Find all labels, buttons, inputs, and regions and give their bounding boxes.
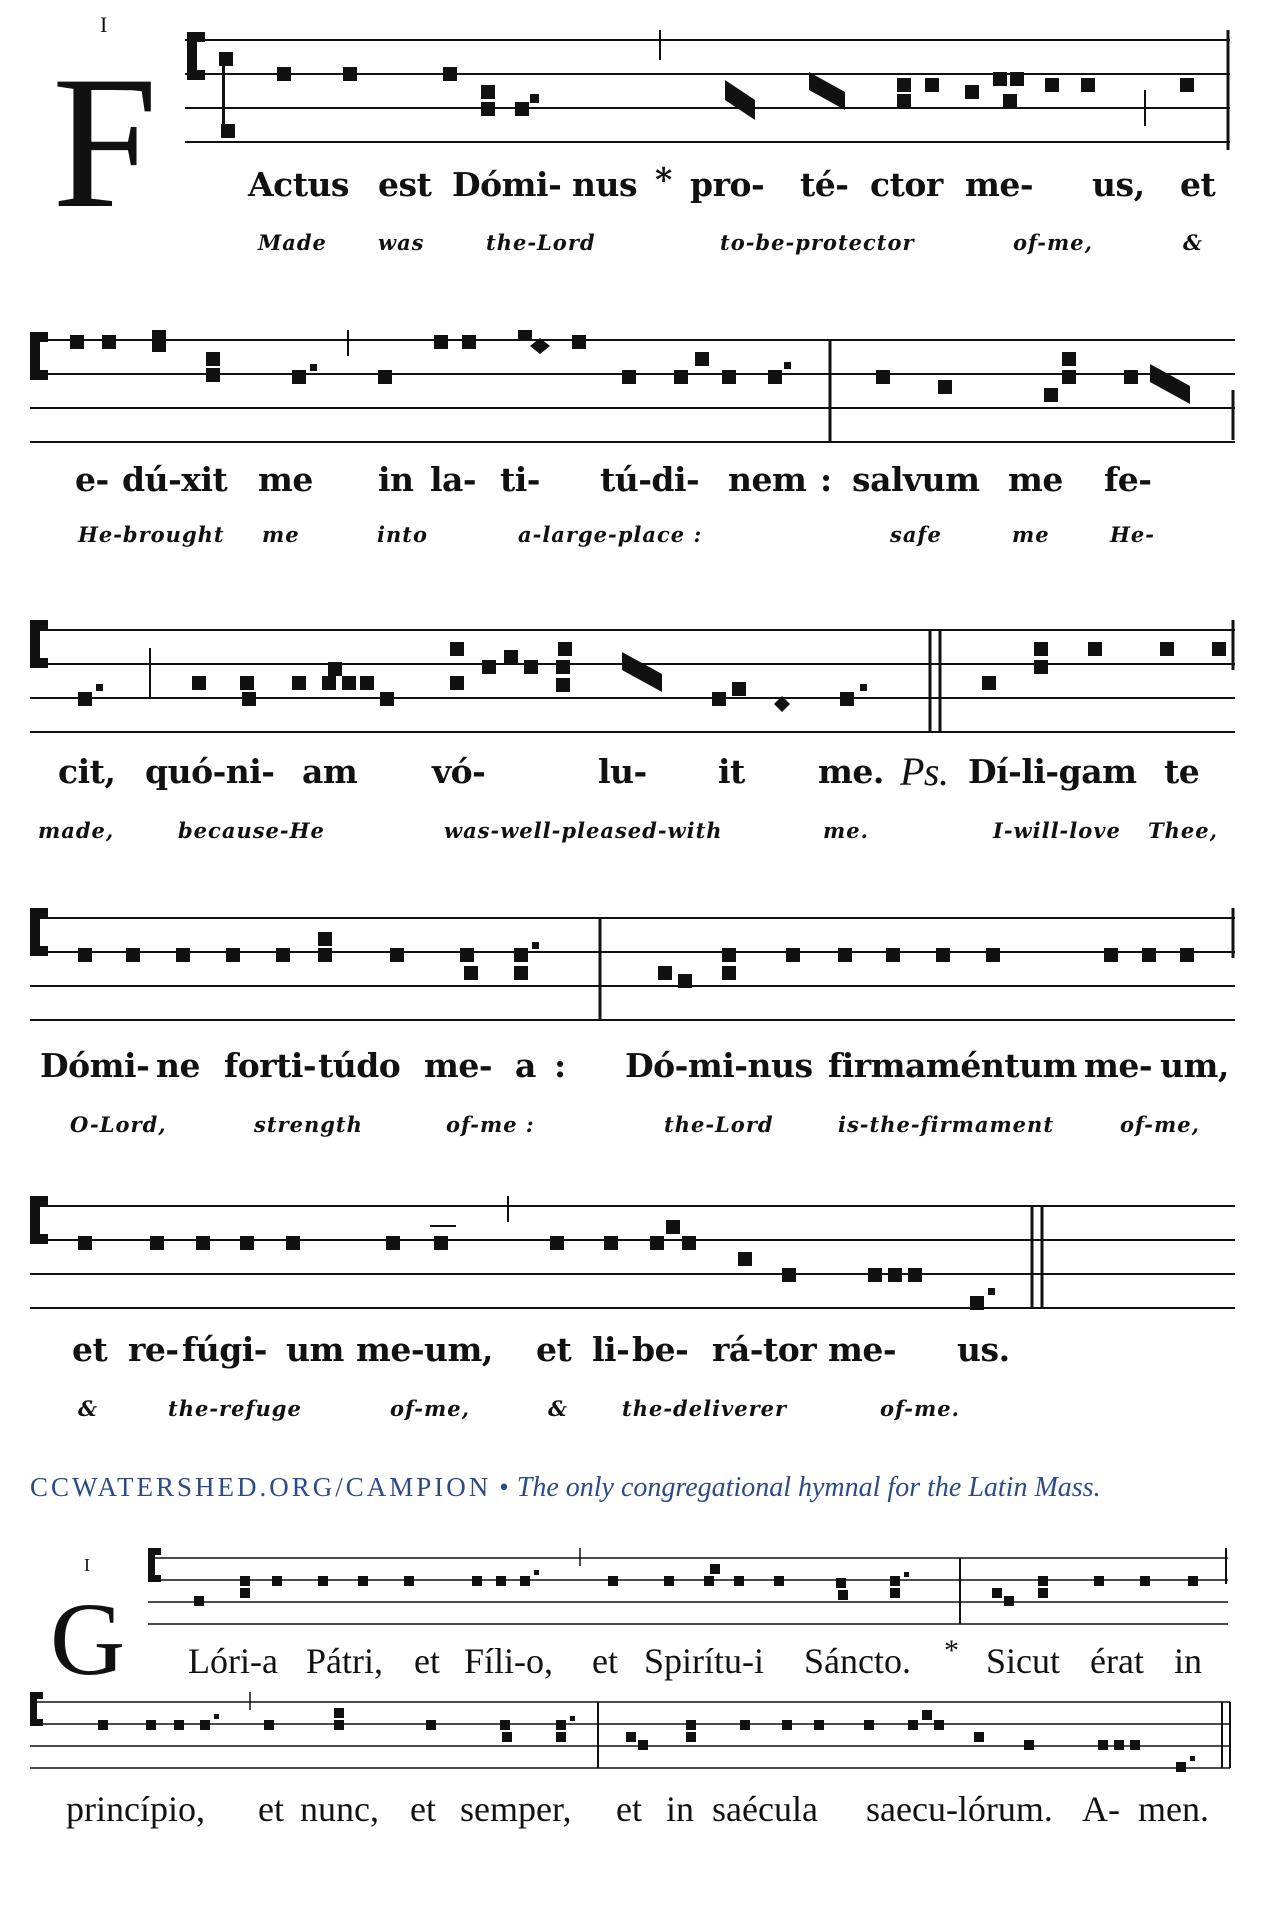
latin-syllable: um,	[1160, 1046, 1229, 1085]
latin-syllable: nem	[728, 460, 807, 499]
latin-syllable: ne	[156, 1046, 200, 1085]
english-gloss: to-be-protector	[720, 230, 915, 255]
latin-syllable: nus	[572, 165, 638, 204]
latin-syllable: dú-xit	[122, 460, 228, 499]
english-gloss: I-will-love	[993, 818, 1121, 843]
latin-syllable: vó-	[432, 752, 486, 791]
latin-syllable: salvum	[852, 460, 980, 499]
staff-1-svg	[185, 30, 1235, 150]
gloria-word: Lóri-a	[188, 1641, 278, 1681]
gloria-staff-1-svg	[148, 1548, 1234, 1628]
latin-syllable: me.	[818, 752, 884, 791]
latin-syllable: est	[378, 165, 432, 204]
latin-syllable: Dó-mi-nus	[625, 1046, 813, 1085]
gloria-word: et	[414, 1641, 440, 1681]
english-gloss: me.	[823, 818, 869, 843]
latin-syllable: te	[1164, 752, 1200, 791]
latin-syllable: me-	[424, 1046, 493, 1085]
gloria-word: érat	[1090, 1641, 1144, 1681]
staff-4	[30, 908, 1240, 1028]
latin-syllable: it	[718, 752, 745, 791]
gloria-staff-2	[30, 1692, 1234, 1772]
latin-syllable: ti-	[500, 460, 540, 499]
staff-2	[30, 330, 1240, 450]
english-gloss: was	[378, 230, 425, 255]
latin-syllable: et	[72, 1330, 108, 1369]
latin-syllable: me	[258, 460, 313, 499]
latin-syllable: tú-di-	[600, 460, 700, 499]
english-gloss: the-Lord	[486, 230, 596, 255]
gloria-word: Spirítu-i	[644, 1641, 765, 1681]
english-gloss: made,	[38, 818, 115, 843]
english-gloss: me	[262, 522, 300, 547]
latin-syllable: am	[302, 752, 358, 791]
english-gloss: of-me,	[1013, 230, 1093, 255]
gloria-word: A-	[1082, 1789, 1120, 1829]
latin-syllable: firmaméntum	[828, 1046, 1077, 1085]
english-gloss: of-me :	[446, 1112, 535, 1137]
gloria-mode-number: I	[84, 1555, 90, 1575]
latin-syllable: be-	[632, 1330, 689, 1369]
english-gloss: is-the-firmament	[838, 1112, 1055, 1137]
latin-syllable: us.	[957, 1330, 1010, 1369]
latin-syllable: li-	[592, 1330, 630, 1369]
latin-syllable: Dómi-	[40, 1046, 150, 1085]
latin-syllable: ctor	[870, 165, 943, 204]
gloria-word: saécula	[712, 1789, 818, 1829]
latin-syllable: me	[1008, 460, 1063, 499]
tagline: The only congregational hymnal for the Latin Mass.	[516, 1472, 1101, 1503]
gloria-word: saecu-lórum.	[866, 1789, 1053, 1829]
colon-mark: :	[554, 1046, 566, 1085]
staff-4-svg	[30, 908, 1240, 1028]
english-gloss: the-refuge	[168, 1396, 302, 1421]
staff-2-svg	[30, 330, 1240, 450]
gloria-word: et	[592, 1641, 618, 1681]
staff-1	[185, 30, 1235, 150]
latin-syllable: et	[536, 1330, 572, 1369]
english-gloss: the-deliverer	[622, 1396, 788, 1421]
latin-syllable: forti-	[224, 1046, 317, 1085]
english-gloss: of-me,	[1120, 1112, 1200, 1137]
english-gloss: into	[377, 522, 428, 547]
asterisk-mark: *	[655, 160, 672, 199]
latin-syllable: me-	[1084, 1046, 1153, 1085]
english-gloss: me	[1012, 522, 1050, 547]
latin-syllable: um	[286, 1330, 344, 1369]
english-gloss: Thee,	[1148, 818, 1218, 843]
gloria-word: semper,	[460, 1789, 572, 1829]
gloria-word: in	[666, 1789, 695, 1829]
english-gloss: O-Lord,	[70, 1112, 167, 1137]
latin-syllable: re-	[128, 1330, 179, 1369]
website-link[interactable]: CCWATERSHED.ORG/CAMPION	[30, 1472, 492, 1502]
english-gloss: strength	[254, 1112, 363, 1137]
english-gloss: was-well-pleased-with	[444, 818, 723, 843]
latin-syllable: us,	[1092, 165, 1145, 204]
latin-syllable: fúgi-	[182, 1330, 267, 1369]
english-gloss: of-me,	[390, 1396, 470, 1421]
latin-syllable: Dómi-	[452, 165, 562, 204]
gloria-word: et	[616, 1789, 642, 1829]
latin-syllable: me-	[828, 1330, 897, 1369]
english-gloss: Made	[258, 230, 327, 255]
latin-syllable: a	[515, 1046, 536, 1085]
drop-cap-initial: F	[52, 38, 158, 248]
english-gloss: &	[548, 1396, 568, 1421]
latin-syllable: lu-	[598, 752, 647, 791]
gloria-staff-1	[148, 1548, 1234, 1628]
english-gloss: He-brought	[78, 522, 225, 547]
english-gloss: because-He	[178, 818, 325, 843]
latin-syllable: rá-tor	[712, 1330, 817, 1369]
gloria-word: Fíli-o,	[464, 1641, 554, 1681]
staff-5-svg	[30, 1196, 1240, 1316]
psalm-marker: Ps.	[900, 749, 949, 794]
latin-syllable: e-	[75, 460, 109, 499]
gloria-word: men.	[1138, 1789, 1209, 1829]
latin-syllable: me-	[356, 1330, 425, 1369]
english-gloss: a-large-place :	[518, 522, 703, 547]
latin-syllable: fe-	[1104, 460, 1152, 499]
english-gloss: of-me.	[880, 1396, 960, 1421]
latin-syllable: cit,	[58, 752, 116, 791]
gloria-word: Sáncto.	[804, 1641, 911, 1681]
staff-5	[30, 1196, 1240, 1316]
gloria-staff-2-svg	[30, 1692, 1234, 1772]
latin-syllable: túdo	[318, 1046, 401, 1085]
latin-syllable: té-	[800, 165, 849, 204]
latin-syllable: Dí-li-gam	[968, 752, 1137, 791]
footer-line	[30, 1472, 1246, 1504]
english-gloss: &	[1183, 230, 1203, 255]
mode-number: I	[100, 12, 108, 37]
gloria-word: in	[1174, 1641, 1203, 1681]
latin-syllable: in	[378, 460, 414, 499]
gloria-word: Sicut	[986, 1641, 1061, 1681]
gloria-word: et	[410, 1789, 436, 1829]
asterisk-mark: *	[944, 1634, 959, 1667]
colon-mark: :	[820, 460, 832, 499]
latin-syllable: pro-	[690, 165, 765, 204]
gloria-word: princípio,	[66, 1789, 205, 1829]
gloria-word: et	[258, 1789, 284, 1829]
staff-3-svg	[30, 620, 1240, 740]
english-gloss: the-Lord	[664, 1112, 774, 1137]
gloria-word: nunc,	[300, 1789, 379, 1829]
latin-syllable: um,	[424, 1330, 493, 1369]
latin-syllable: la-	[430, 460, 477, 499]
english-gloss: safe	[890, 522, 942, 547]
staff-3	[30, 620, 1240, 740]
gloria-drop-cap: G	[50, 1582, 126, 1697]
latin-syllable: quó-ni-	[145, 752, 275, 791]
english-gloss: &	[78, 1396, 98, 1421]
latin-syllable: me-	[965, 165, 1034, 204]
bullet-separator: •	[499, 1472, 509, 1502]
latin-syllable: Actus	[248, 165, 350, 204]
latin-syllable: et	[1180, 165, 1216, 204]
gloria-word: Pátri,	[306, 1641, 383, 1681]
english-gloss: He-	[1110, 522, 1155, 547]
